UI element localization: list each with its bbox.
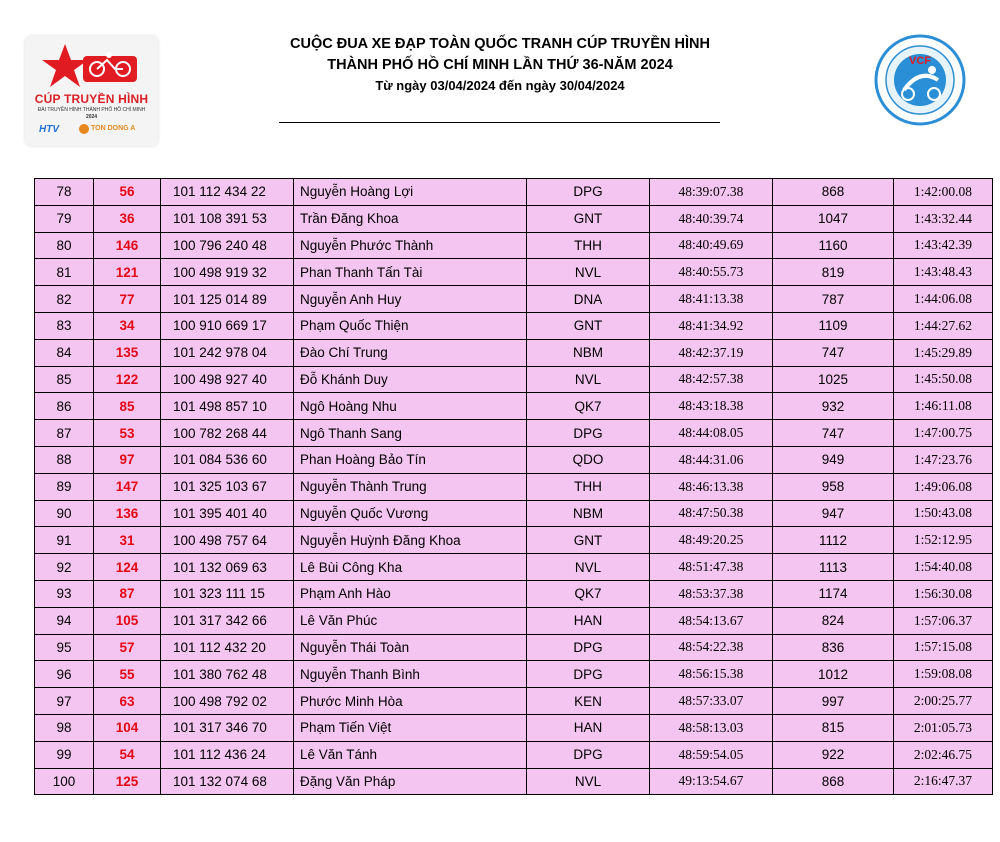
total-time-cell: 48:40:39.74 (650, 205, 773, 232)
points-cell: 824 (773, 607, 894, 634)
team-code-cell: NBM (527, 339, 650, 366)
rank-cell: 88 (35, 446, 94, 473)
rider-name-cell: Phạm Anh Hào (294, 580, 527, 607)
points-cell: 1047 (773, 205, 894, 232)
points-cell: 1174 (773, 580, 894, 607)
vcf-logo-text: VCF (909, 55, 931, 67)
table-row (35, 688, 993, 715)
bib-number-cell: 147 (94, 473, 161, 500)
time-gap-cell: 1:49:06.08 (894, 473, 993, 500)
bib-number-cell: 55 (94, 661, 161, 688)
rider-name-cell: Phan Thanh Tấn Tài (294, 259, 527, 286)
points-cell: 1112 (773, 527, 894, 554)
uci-id-cell: 101 242 978 04 (161, 339, 294, 366)
uci-id-cell: 101 125 014 89 (161, 286, 294, 313)
table-row (35, 580, 993, 607)
total-time-cell: 48:51:47.38 (650, 554, 773, 581)
total-time-cell: 48:49:20.25 (650, 527, 773, 554)
total-time-cell: 48:47:50.38 (650, 500, 773, 527)
team-code-cell: QK7 (527, 393, 650, 420)
table-row (35, 446, 993, 473)
table-row (35, 527, 993, 554)
table-row (35, 339, 993, 366)
points-cell: 787 (773, 286, 894, 313)
points-cell: 997 (773, 688, 894, 715)
rider-name-cell: Nguyễn Thái Toàn (294, 634, 527, 661)
team-code-cell: GNT (527, 527, 650, 554)
htv-logo-text: HTV (39, 124, 59, 135)
rider-name-cell: Nguyễn Anh Huy (294, 286, 527, 313)
total-time-cell: 48:42:37.19 (650, 339, 773, 366)
time-gap-cell: 1:52:12.95 (894, 527, 993, 554)
uci-id-cell: 100 782 268 44 (161, 420, 294, 447)
team-code-cell: DPG (527, 661, 650, 688)
bib-number-cell: 53 (94, 420, 161, 447)
race-subtitle: THÀNH PHỐ HỒ CHÍ MINH LẦN THỨ 36-NĂM 2024 (327, 57, 673, 73)
bib-number-cell: 97 (94, 446, 161, 473)
points-cell: 958 (773, 473, 894, 500)
time-gap-cell: 2:00:25.77 (894, 688, 993, 715)
time-gap-cell: 2:16:47.37 (894, 768, 993, 795)
team-code-cell: THH (527, 232, 650, 259)
rank-cell: 98 (35, 714, 94, 741)
bib-number-cell: 77 (94, 286, 161, 313)
rider-name-cell: Trần Đăng Khoa (294, 205, 527, 232)
points-cell: 922 (773, 741, 894, 768)
rider-name-cell: Ngô Hoàng Nhu (294, 393, 527, 420)
points-cell: 1160 (773, 232, 894, 259)
points-cell: 947 (773, 500, 894, 527)
table-row (35, 661, 993, 688)
total-time-cell: 48:58:13.03 (650, 714, 773, 741)
bib-number-cell: 31 (94, 527, 161, 554)
ton-dong-a-mark-icon (79, 124, 89, 134)
points-cell: 1012 (773, 661, 894, 688)
bib-number-cell: 104 (94, 714, 161, 741)
bib-number-cell: 124 (94, 554, 161, 581)
rank-cell: 86 (35, 393, 94, 420)
results-table-body (35, 179, 993, 795)
table-row (35, 205, 993, 232)
time-gap-cell: 1:50:43.08 (894, 500, 993, 527)
points-cell: 747 (773, 420, 894, 447)
rank-cell: 96 (35, 661, 94, 688)
rider-name-cell: Đỗ Khánh Duy (294, 366, 527, 393)
rank-cell: 90 (35, 500, 94, 527)
rank-cell: 81 (35, 259, 94, 286)
rider-name-cell: Phạm Quốc Thiện (294, 312, 527, 339)
points-cell: 1113 (773, 554, 894, 581)
uci-id-cell: 100 498 792 02 (161, 688, 294, 715)
uci-id-cell: 101 132 069 63 (161, 554, 294, 581)
team-code-cell: DPG (527, 179, 650, 206)
time-gap-cell: 1:43:48.43 (894, 259, 993, 286)
time-gap-cell: 2:01:05.73 (894, 714, 993, 741)
time-gap-cell: 1:59:08.08 (894, 661, 993, 688)
bib-number-cell: 135 (94, 339, 161, 366)
total-time-cell: 48:43:18.38 (650, 393, 773, 420)
document-header (200, 34, 800, 96)
rider-name-cell: Phan Hoàng Bảo Tín (294, 446, 527, 473)
uci-id-cell: 101 317 346 70 (161, 714, 294, 741)
rank-cell: 78 (35, 179, 94, 206)
rider-name-cell: Phước Minh Hòa (294, 688, 527, 715)
uci-id-cell: 101 325 103 67 (161, 473, 294, 500)
rider-name-cell: Nguyễn Thanh Bình (294, 661, 527, 688)
bib-number-cell: 122 (94, 366, 161, 393)
total-time-cell: 48:59:54.05 (650, 741, 773, 768)
table-row (35, 286, 993, 313)
rider-name-cell: Lê Văn Tánh (294, 741, 527, 768)
points-cell: 819 (773, 259, 894, 286)
points-cell: 868 (773, 179, 894, 206)
rank-cell: 87 (35, 420, 94, 447)
rider-name-cell: Nguyễn Thành Trung (294, 473, 527, 500)
points-cell: 949 (773, 446, 894, 473)
rider-name-cell: Nguyễn Phước Thành (294, 232, 527, 259)
uci-id-cell: 100 498 919 32 (161, 259, 294, 286)
points-cell: 836 (773, 634, 894, 661)
total-time-cell: 48:44:08.05 (650, 420, 773, 447)
team-code-cell: HAN (527, 607, 650, 634)
team-code-cell: THH (527, 473, 650, 500)
logo-year: 2024 (85, 114, 98, 120)
team-code-cell: DPG (527, 420, 650, 447)
time-gap-cell: 1:44:27.62 (894, 312, 993, 339)
uci-id-cell: 101 108 391 53 (161, 205, 294, 232)
rider-name-cell: Nguyễn Huỳnh Đăng Khoa (294, 527, 527, 554)
table-row (35, 607, 993, 634)
rank-cell: 80 (35, 232, 94, 259)
table-row (35, 232, 993, 259)
table-row (35, 500, 993, 527)
rank-cell: 82 (35, 286, 94, 313)
time-gap-cell: 1:57:06.37 (894, 607, 993, 634)
points-cell: 868 (773, 768, 894, 795)
time-gap-cell: 2:02:46.75 (894, 741, 993, 768)
total-time-cell: 48:42:57.38 (650, 366, 773, 393)
rank-cell: 93 (35, 580, 94, 607)
time-gap-cell: 1:56:30.08 (894, 580, 993, 607)
bib-number-cell: 121 (94, 259, 161, 286)
bib-number-cell: 54 (94, 741, 161, 768)
rank-cell: 100 (35, 768, 94, 795)
team-code-cell: NVL (527, 554, 650, 581)
vcf-federation-logo (874, 34, 966, 126)
team-code-cell: NBM (527, 500, 650, 527)
race-title: CUỘC ĐUA XE ĐẠP TOÀN QUỐC TRANH CÚP TRUYỀN HÌNH (290, 36, 710, 52)
team-code-cell: NVL (527, 259, 650, 286)
total-time-cell: 48:53:37.38 (650, 580, 773, 607)
table-row (35, 393, 993, 420)
table-row (35, 714, 993, 741)
bib-number-cell: 125 (94, 768, 161, 795)
uci-id-cell: 101 317 342 66 (161, 607, 294, 634)
total-time-cell: 48:54:22.38 (650, 634, 773, 661)
rank-cell: 99 (35, 741, 94, 768)
cup-truyen-hinh-logo (25, 36, 158, 146)
team-code-cell: HAN (527, 714, 650, 741)
time-gap-cell: 1:47:00.75 (894, 420, 993, 447)
total-time-cell: 48:44:31.06 (650, 446, 773, 473)
total-time-cell: 48:57:33.07 (650, 688, 773, 715)
race-dates: Từ ngày 03/04/2024 đến ngày 30/04/2024 (375, 78, 625, 93)
uci-id-cell: 100 796 240 48 (161, 232, 294, 259)
uci-id-cell: 101 395 401 40 (161, 500, 294, 527)
uci-id-cell: 101 112 434 22 (161, 179, 294, 206)
time-gap-cell: 1:54:40.08 (894, 554, 993, 581)
table-row (35, 366, 993, 393)
rider-name-cell: Lê Bùi Công Kha (294, 554, 527, 581)
results-table (34, 178, 993, 795)
uci-id-cell: 101 112 436 24 (161, 741, 294, 768)
rank-cell: 79 (35, 205, 94, 232)
total-time-cell: 48:41:13.38 (650, 286, 773, 313)
total-time-cell: 49:13:54.67 (650, 768, 773, 795)
table-row (35, 259, 993, 286)
bib-number-cell: 146 (94, 232, 161, 259)
bib-number-cell: 34 (94, 312, 161, 339)
rank-cell: 89 (35, 473, 94, 500)
rider-name-cell: Phạm Tiến Việt (294, 714, 527, 741)
logo-title: CÚP TRUYỀN HÌNH (34, 92, 149, 106)
header-divider (279, 122, 720, 123)
time-gap-cell: 1:45:29.89 (894, 339, 993, 366)
bib-number-cell: 136 (94, 500, 161, 527)
uci-id-cell: 101 132 074 68 (161, 768, 294, 795)
rider-name-cell: Đặng Văn Pháp (294, 768, 527, 795)
uci-id-cell: 101 323 111 15 (161, 580, 294, 607)
bib-number-cell: 105 (94, 607, 161, 634)
table-row (35, 554, 993, 581)
total-time-cell: 48:40:55.73 (650, 259, 773, 286)
table-row (35, 312, 993, 339)
time-gap-cell: 1:43:42.39 (894, 232, 993, 259)
sponsor-logo-text: TON DONG A (91, 125, 136, 132)
total-time-cell: 48:39:07.38 (650, 179, 773, 206)
rider-name-cell: Đào Chí Trung (294, 339, 527, 366)
team-code-cell: DPG (527, 741, 650, 768)
table-row (35, 473, 993, 500)
points-cell: 1109 (773, 312, 894, 339)
rank-cell: 91 (35, 527, 94, 554)
table-row (35, 179, 993, 206)
time-gap-cell: 1:45:50.08 (894, 366, 993, 393)
logo-subtitle: ĐÀI TRUYỀN HÌNH THÀNH PHỐ HỒ CHÍ MINH (37, 107, 146, 113)
total-time-cell: 48:56:15.38 (650, 661, 773, 688)
time-gap-cell: 1:42:00.08 (894, 179, 993, 206)
rank-cell: 94 (35, 607, 94, 634)
team-code-cell: DPG (527, 634, 650, 661)
team-code-cell: GNT (527, 205, 650, 232)
uci-id-cell: 100 910 669 17 (161, 312, 294, 339)
rank-cell: 84 (35, 339, 94, 366)
rank-cell: 95 (35, 634, 94, 661)
team-code-cell: QDO (527, 446, 650, 473)
time-gap-cell: 1:57:15.08 (894, 634, 993, 661)
total-time-cell: 48:40:49.69 (650, 232, 773, 259)
rank-cell: 92 (35, 554, 94, 581)
uci-id-cell: 101 112 432 20 (161, 634, 294, 661)
uci-id-cell: 100 498 927 40 (161, 366, 294, 393)
total-time-cell: 48:54:13.67 (650, 607, 773, 634)
total-time-cell: 48:46:13.38 (650, 473, 773, 500)
bib-number-cell: 57 (94, 634, 161, 661)
time-gap-cell: 1:43:32.44 (894, 205, 993, 232)
rider-name-cell: Ngô Thanh Sang (294, 420, 527, 447)
uci-id-cell: 101 498 857 10 (161, 393, 294, 420)
table-row (35, 420, 993, 447)
time-gap-cell: 1:44:06.08 (894, 286, 993, 313)
team-code-cell: NVL (527, 768, 650, 795)
team-code-cell: QK7 (527, 580, 650, 607)
bib-number-cell: 85 (94, 393, 161, 420)
uci-id-cell: 101 084 536 60 (161, 446, 294, 473)
star-cyclist-icon (35, 42, 147, 94)
points-cell: 815 (773, 714, 894, 741)
bib-number-cell: 56 (94, 179, 161, 206)
points-cell: 747 (773, 339, 894, 366)
team-code-cell: GNT (527, 312, 650, 339)
bib-number-cell: 87 (94, 580, 161, 607)
bib-number-cell: 63 (94, 688, 161, 715)
time-gap-cell: 1:47:23.76 (894, 446, 993, 473)
table-row (35, 768, 993, 795)
rider-name-cell: Lê Văn Phúc (294, 607, 527, 634)
team-code-cell: KEN (527, 688, 650, 715)
total-time-cell: 48:41:34.92 (650, 312, 773, 339)
points-cell: 932 (773, 393, 894, 420)
table-row (35, 741, 993, 768)
time-gap-cell: 1:46:11.08 (894, 393, 993, 420)
rider-name-cell: Nguyễn Hoàng Lợi (294, 179, 527, 206)
table-row (35, 634, 993, 661)
team-code-cell: DNA (527, 286, 650, 313)
uci-id-cell: 100 498 757 64 (161, 527, 294, 554)
rank-cell: 97 (35, 688, 94, 715)
rider-name-cell: Nguyễn Quốc Vương (294, 500, 527, 527)
team-code-cell: NVL (527, 366, 650, 393)
points-cell: 1025 (773, 366, 894, 393)
rank-cell: 85 (35, 366, 94, 393)
uci-id-cell: 101 380 762 48 (161, 661, 294, 688)
rank-cell: 83 (35, 312, 94, 339)
bib-number-cell: 36 (94, 205, 161, 232)
